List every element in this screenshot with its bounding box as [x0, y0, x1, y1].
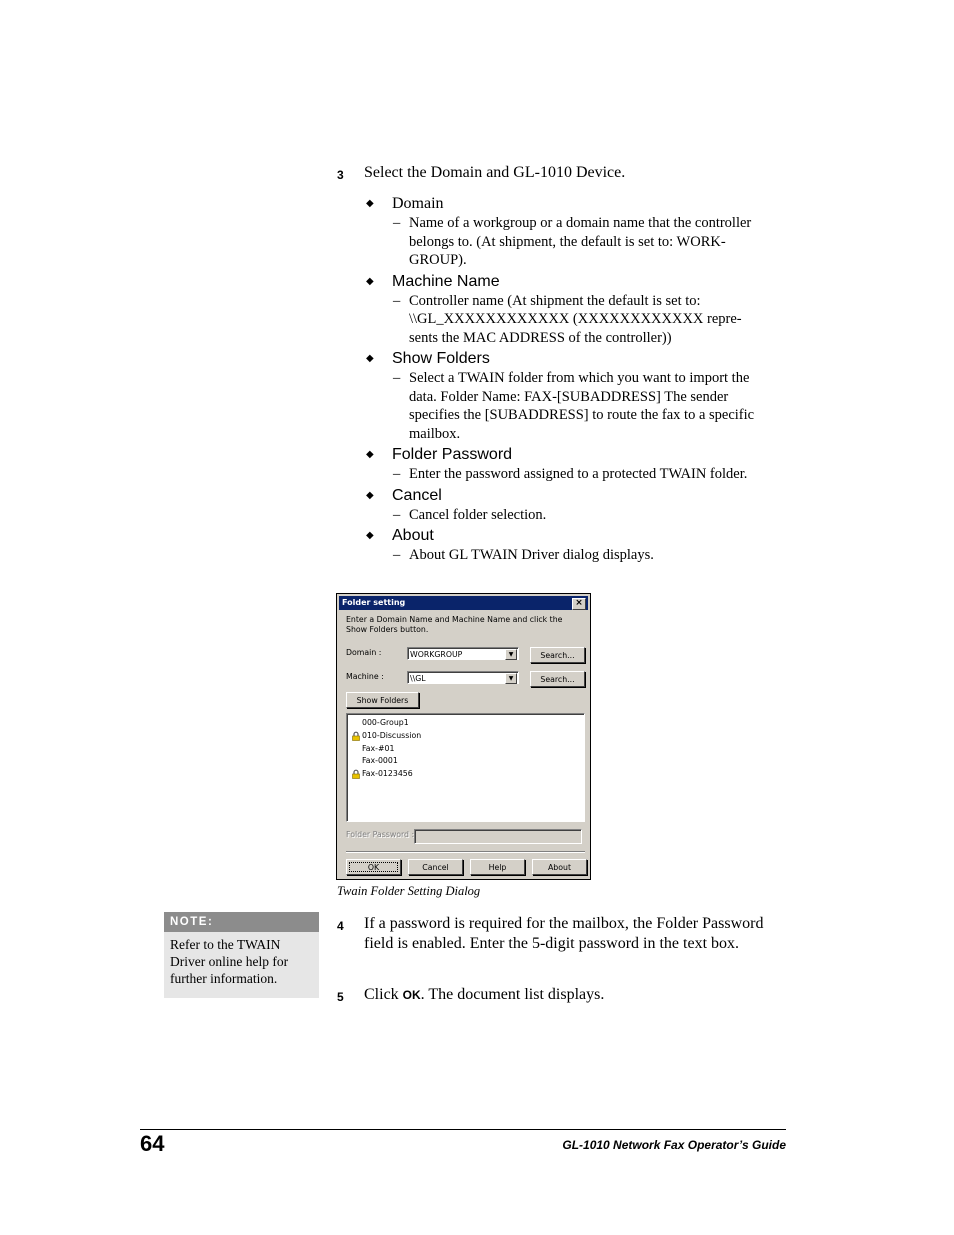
- folder-name: Fax-0123456: [362, 769, 413, 778]
- help-button[interactable]: Help: [470, 859, 525, 875]
- step-5-text: [364, 985, 604, 1005]
- step-4-text: If a password is required for the mailbox, the Folder Password field is enabled. Enter the 5-digit password in the text box.: [364, 915, 764, 952]
- padlock-icon: [351, 769, 361, 779]
- domain-combobox[interactable]: [407, 647, 519, 660]
- option-cancel: ◆ Cancel – Cancel folder selection.: [366, 486, 547, 523]
- dialog-title: Folder setting: [342, 598, 406, 607]
- machine-combobox[interactable]: [407, 671, 519, 684]
- folder-name: Fax-#01: [362, 744, 395, 753]
- folder-password-input[interactable]: [414, 829, 582, 844]
- step-3-text: Select the Domain and GL-1010 Device.: [364, 164, 626, 181]
- diamond-icon: ◆: [366, 275, 374, 287]
- padlock-icon: [351, 731, 361, 741]
- about-button[interactable]: About: [532, 859, 587, 875]
- ok-keyword: OK: [402, 988, 421, 1002]
- option-desc-line: data. Folder Name: FAX-[SUBADDRESS] The sender: [409, 388, 729, 405]
- option-desc-line: \\GL_XXXXXXXXXXXX (XXXXXXXXXXXX repre-: [409, 311, 742, 327]
- step-number-4: 4: [337, 919, 344, 933]
- note-body: Refer to the TWAIN Driver online help for further information.: [170, 937, 289, 986]
- diamond-icon: ◆: [366, 353, 374, 364]
- step-number-3: 3: [337, 168, 344, 182]
- cancel-button[interactable]: Cancel: [408, 859, 463, 875]
- option-title: About: [392, 527, 434, 544]
- ok-button[interactable]: OK: [346, 859, 401, 875]
- domain-value: WORKGROUP: [410, 650, 463, 659]
- folder-item[interactable]: [351, 755, 398, 767]
- dropdown-arrow-icon[interactable]: ▼: [505, 649, 517, 660]
- folder-item[interactable]: [351, 730, 421, 742]
- diamond-icon: ◆: [366, 489, 374, 501]
- option-desc-line: GROUP).: [409, 252, 467, 268]
- option-title: Domain: [392, 195, 444, 212]
- show-folders-button[interactable]: Show Folders: [346, 692, 419, 708]
- page-number: 64: [140, 1131, 165, 1156]
- option-show-folders: ◆ Show Folders – Select a TWAIN folder from which you want to import the data. Folder Name: FAX-[SUBADDRESS] The sender specifies the [SUBADDRESS] to route the fax to a specific mailbox.: [366, 350, 755, 442]
- option-desc-line: mailbox.: [409, 425, 461, 442]
- dialog-titlebar: [339, 596, 588, 610]
- domain-label: Domain :: [346, 648, 382, 657]
- machine-search-button[interactable]: Search...: [530, 671, 585, 687]
- folder-name: 010-Discussion: [362, 731, 422, 740]
- option-domain: ◆ Domain – Name of a workgroup or a domain name that the controller belongs to. (At shipment, the default is set to: WORK- GROUP).: [366, 195, 752, 268]
- diamond-icon: ◆: [366, 198, 374, 209]
- option-desc-line: specifies the [SUBADDRESS] to route the fax to a specific: [409, 407, 755, 423]
- option-desc-line: Name of a workgroup or a domain name that the controller: [409, 215, 752, 231]
- dropdown-arrow-icon[interactable]: ▼: [505, 673, 517, 684]
- option-about: ◆ About – About GL TWAIN Driver dialog displays.: [366, 527, 654, 563]
- step-number-5: 5: [337, 990, 344, 1004]
- option-desc-line: Controller name (At shipment the default is set to:: [409, 292, 701, 309]
- option-title: Cancel: [392, 486, 442, 504]
- option-list: [364, 193, 794, 566]
- option-machine-name: ◆ Machine Name – Controller name (At shipment the default is set to: \\GL_XXXXXXXXXXXX (XXXXXXXXXXXX repre- sents the MAC ADDRESS of the controller)): [366, 272, 742, 346]
- option-desc-line: Enter the password assigned to a protected TWAIN folder.: [409, 466, 748, 482]
- option-folder-password: ◆ Folder Password – Enter the password assigned to a protected TWAIN folder.: [366, 446, 748, 482]
- option-desc-line: sents the MAC ADDRESS of the controller)): [409, 329, 672, 346]
- step-5-text-before: Click: [364, 986, 403, 1003]
- folder-name: 000-Group1: [362, 718, 409, 727]
- option-desc-line: Select a TWAIN folder from which you want to import the: [409, 370, 750, 386]
- folder-item[interactable]: [351, 717, 409, 729]
- folder-item[interactable]: [351, 768, 413, 780]
- folder-item[interactable]: [351, 743, 394, 755]
- option-desc-line: Cancel folder selection.: [409, 506, 547, 523]
- folder-name: Fax-0001: [362, 756, 398, 765]
- option-desc-line: About GL TWAIN Driver dialog displays.: [409, 547, 654, 563]
- note-heading: NOTE:: [164, 912, 319, 932]
- step-5-text-after: . The document list displays.: [420, 986, 605, 1003]
- footer-title: GL-1010 Network Fax Operator’s Guide: [562, 1138, 786, 1152]
- diamond-icon: ◆: [366, 449, 374, 460]
- option-desc-line: belongs to. (At shipment, the default is set to: WORK-: [409, 233, 726, 250]
- folder-setting-dialog: [336, 593, 591, 880]
- dialog-instruction: Enter a Domain Name and Machine Name and click the Show Folders button.: [346, 615, 563, 634]
- footer-rule: [140, 1129, 786, 1130]
- close-button[interactable]: ×: [572, 598, 586, 610]
- domain-search-button[interactable]: Search...: [530, 647, 585, 663]
- folder-list[interactable]: [346, 713, 585, 822]
- folder-password-label: Folder Password :: [346, 830, 415, 839]
- option-title: Folder Password: [392, 446, 513, 463]
- diamond-icon: ◆: [366, 530, 374, 541]
- machine-label: Machine :: [346, 672, 384, 681]
- note-box: [164, 912, 319, 998]
- divider: [346, 851, 585, 853]
- machine-value: \\GL: [410, 674, 426, 683]
- option-title: Show Folders: [392, 350, 490, 367]
- figure-caption: Twain Folder Setting Dialog: [337, 884, 481, 898]
- option-title: Machine Name: [392, 272, 500, 290]
